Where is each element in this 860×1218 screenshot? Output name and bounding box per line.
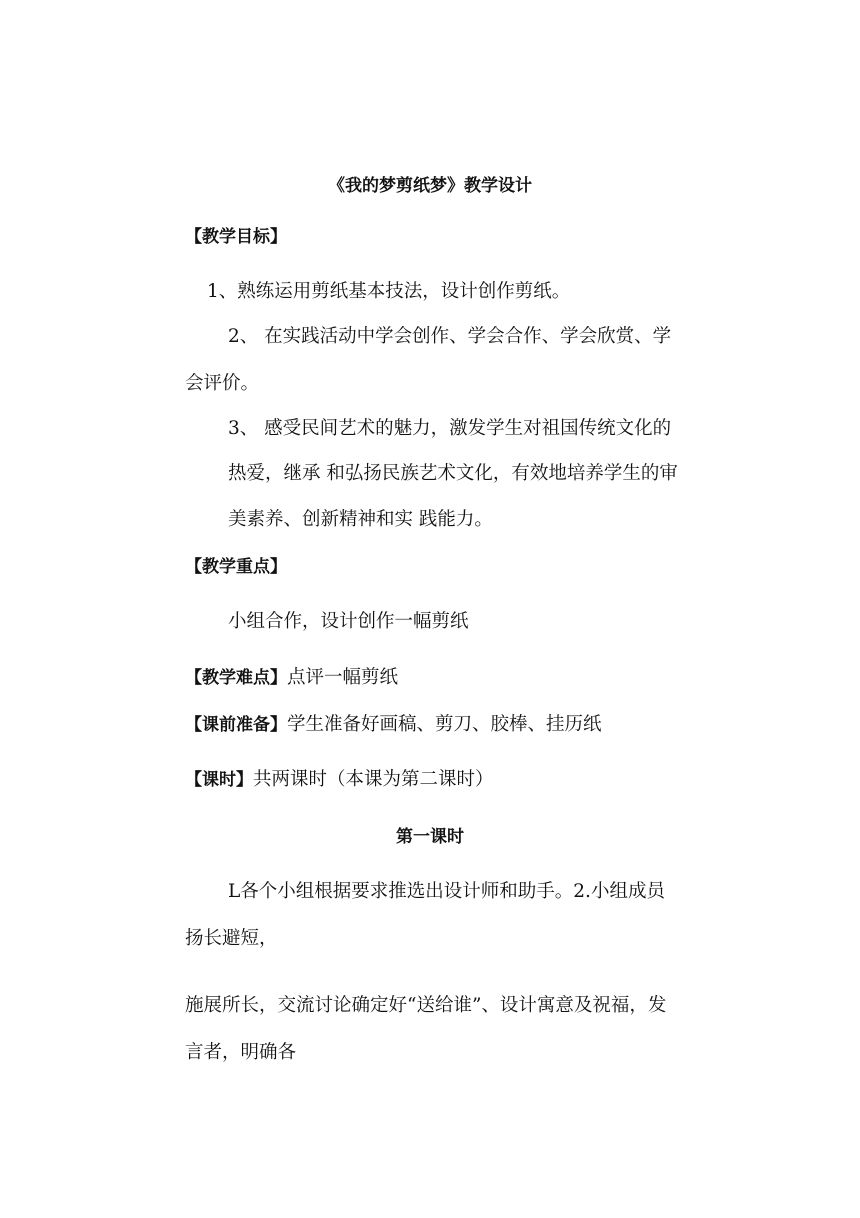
objective-line: 会评价。 <box>185 373 260 394</box>
objective-line: 1、熟练运用剪纸基本技法，设计创作剪纸。 <box>207 281 571 302</box>
body-line: 扬长避短， <box>185 928 278 949</box>
preparation-line <box>185 713 602 737</box>
section-title: 第一课时 <box>396 827 464 847</box>
objective-line: 3、 感受民间艺术的魅力，激发学生对祖国传统文化的 <box>228 418 672 439</box>
difficulty-line <box>185 666 398 690</box>
key-points-text: 小组合作，设计创作一幅剪纸 <box>228 611 469 632</box>
body-line: 施展所长，交流讨论确定好“送给谁”、设计寓意及祝福，发 <box>185 995 667 1016</box>
key-points-heading: 【教学重点】 <box>185 557 287 577</box>
difficulty-heading: 【教学难点】 <box>185 668 287 688</box>
objectives-heading: 【教学目标】 <box>185 227 287 247</box>
periods-line <box>185 768 494 792</box>
periods-text: 共两课时（本课为第二课时） <box>253 769 494 790</box>
body-line: 言者，明确各 <box>185 1042 297 1063</box>
objective-line: 美素养、创新精神和实 践能力。 <box>228 509 493 530</box>
preparation-text: 学生准备好画稿、剪刀、胶棒、挂历纸 <box>287 714 602 735</box>
periods-heading: 【课时】 <box>185 770 253 790</box>
document-title: 《我的梦剪纸梦》教学设计 <box>328 176 532 196</box>
objective-line: 2、 在实践活动中学会创作、学会合作、学会欣赏、学 <box>228 326 672 347</box>
objective-line: 热爱，继承 和弘扬民族艺术文化，有效地培养学生的审 <box>228 463 678 484</box>
preparation-heading: 【课前准备】 <box>185 715 287 735</box>
body-line: L各个小组根据要求推选出设计师和助手。2.小组成员 <box>228 881 665 902</box>
difficulty-text: 点评一幅剪纸 <box>287 667 399 688</box>
